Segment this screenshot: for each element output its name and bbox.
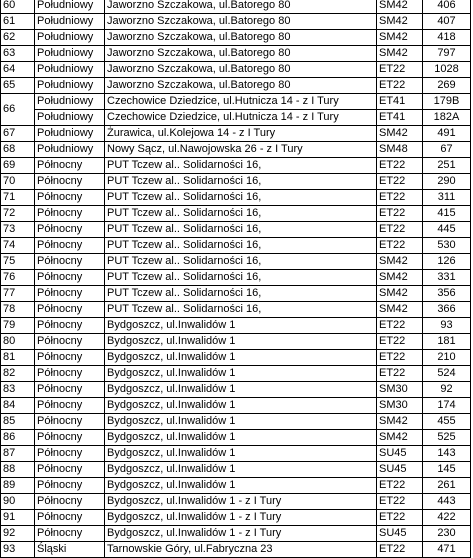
- cell-region: Północny: [35, 206, 105, 222]
- cell-location: Czechowice Dziedzice, ul.Hutnicza 14 - z I Tury: [105, 94, 377, 110]
- cell-location: PUT Tczew al.. Solidarności 16,: [105, 174, 377, 190]
- table-row: [1, 494, 471, 510]
- cell-region: Południowy: [35, 30, 105, 46]
- cell-region: Południowy: [35, 142, 105, 158]
- cell-location: PUT Tczew al.. Solidarności 16,: [105, 158, 377, 174]
- cell-loco-type: ET22: [377, 318, 423, 334]
- cell-loco-type: ET22: [377, 366, 423, 382]
- cell-region: Północny: [35, 238, 105, 254]
- cell-loco-number: 126: [423, 254, 471, 270]
- table-row: [1, 510, 471, 526]
- cell-location: Bydgoszcz, ul.Inwalidów 1: [105, 462, 377, 478]
- table-row: [1, 126, 471, 142]
- cell-location: Bydgoszcz, ul.Inwalidów 1 - z I Tury: [105, 494, 377, 510]
- cell-location: Bydgoszcz, ul.Inwalidów 1: [105, 446, 377, 462]
- cell-loco-number: 797: [423, 46, 471, 62]
- cell-number: 77: [1, 286, 35, 302]
- table-row: [1, 446, 471, 462]
- cell-loco-number: 415: [423, 206, 471, 222]
- cell-location: Bydgoszcz, ul.Inwalidów 1: [105, 430, 377, 446]
- table-row: [1, 398, 471, 414]
- cell-loco-type: SM30: [377, 398, 423, 414]
- cell-loco-type: ET22: [377, 350, 423, 366]
- cell-region: Północny: [35, 222, 105, 238]
- cell-number: 90: [1, 494, 35, 510]
- cell-location: PUT Tczew al.. Solidarności 16,: [105, 302, 377, 318]
- cell-region: Południowy: [35, 0, 105, 14]
- cell-loco-number: 422: [423, 510, 471, 526]
- cell-number: 76: [1, 270, 35, 286]
- table-row: [1, 542, 471, 558]
- table-row: [1, 350, 471, 366]
- cell-location: PUT Tczew al.. Solidarności 16,: [105, 238, 377, 254]
- cell-region: Północny: [35, 318, 105, 334]
- cell-region: Północny: [35, 414, 105, 430]
- cell-number: 70: [1, 174, 35, 190]
- cell-loco-number: 269: [423, 78, 471, 94]
- cell-number: 73: [1, 222, 35, 238]
- table-row: [1, 286, 471, 302]
- cell-location: PUT Tczew al.. Solidarności 16,: [105, 270, 377, 286]
- cell-loco-type: SM42: [377, 430, 423, 446]
- cell-number: 63: [1, 46, 35, 62]
- cell-loco-number: 530: [423, 238, 471, 254]
- cell-loco-type: SU45: [377, 446, 423, 462]
- cell-number: 89: [1, 478, 35, 494]
- table-row: [1, 46, 471, 62]
- table-row: [1, 302, 471, 318]
- cell-region: Północny: [35, 398, 105, 414]
- cell-loco-type: ET22: [377, 494, 423, 510]
- cell-location: PUT Tczew al.. Solidarności 16,: [105, 254, 377, 270]
- cell-region: Południowy: [35, 46, 105, 62]
- cell-region: Północny: [35, 190, 105, 206]
- cell-loco-type: ET22: [377, 510, 423, 526]
- cell-location: Jaworzno Szczakowa, ul.Batorego 80: [105, 0, 377, 14]
- cell-number: 68: [1, 142, 35, 158]
- cell-region: Południowy: [35, 110, 105, 126]
- table-body: [1, 0, 471, 558]
- cell-location: Bydgoszcz, ul.Inwalidów 1: [105, 414, 377, 430]
- table-row: [1, 478, 471, 494]
- cell-number: 67: [1, 126, 35, 142]
- cell-location: Czechowice Dziedzice, ul.Hutnicza 14 - z I Tury: [105, 110, 377, 126]
- cell-region: Południowy: [35, 62, 105, 78]
- cell-region: Północny: [35, 334, 105, 350]
- cell-region: Północny: [35, 158, 105, 174]
- cell-number: 69: [1, 158, 35, 174]
- table-row: [1, 430, 471, 446]
- table-row: [1, 366, 471, 382]
- cell-loco-type: SM42: [377, 270, 423, 286]
- table-row: [1, 238, 471, 254]
- cell-loco-type: SM42: [377, 254, 423, 270]
- cell-loco-type: ET22: [377, 542, 423, 558]
- cell-loco-number: 143: [423, 446, 471, 462]
- cell-location: Jaworzno Szczakowa, ul.Batorego 80: [105, 78, 377, 94]
- cell-loco-type: ET41: [377, 94, 423, 110]
- cell-region: Śląski: [35, 542, 105, 558]
- cell-number: 71: [1, 190, 35, 206]
- cell-number: 74: [1, 238, 35, 254]
- cell-loco-type: SM42: [377, 46, 423, 62]
- cell-number: 66: [1, 94, 35, 126]
- cell-region: Północny: [35, 286, 105, 302]
- table-row: [1, 30, 471, 46]
- cell-loco-type: SM42: [377, 30, 423, 46]
- cell-region: Północny: [35, 350, 105, 366]
- cell-loco-number: 251: [423, 158, 471, 174]
- table-row: [1, 270, 471, 286]
- cell-loco-type: ET22: [377, 334, 423, 350]
- cell-number: 78: [1, 302, 35, 318]
- cell-location: PUT Tczew al.. Solidarności 16,: [105, 190, 377, 206]
- cell-region: Północny: [35, 526, 105, 542]
- cell-loco-number: 406: [423, 0, 471, 14]
- cell-loco-number: 311: [423, 190, 471, 206]
- table-row: [1, 62, 471, 78]
- cell-loco-number: 455: [423, 414, 471, 430]
- cell-loco-type: SM42: [377, 0, 423, 14]
- cell-loco-type: ET22: [377, 78, 423, 94]
- cell-loco-number: 93: [423, 318, 471, 334]
- cell-loco-type: SU45: [377, 526, 423, 542]
- table-row: [1, 142, 471, 158]
- table-row: [1, 526, 471, 542]
- table-row: [1, 318, 471, 334]
- cell-loco-number: 525: [423, 430, 471, 446]
- cell-loco-type: SM42: [377, 414, 423, 430]
- cell-number: 80: [1, 334, 35, 350]
- cell-region: Północny: [35, 254, 105, 270]
- cell-loco-number: 524: [423, 366, 471, 382]
- cell-number: 91: [1, 510, 35, 526]
- table-row: [1, 222, 471, 238]
- cell-loco-type: ET22: [377, 222, 423, 238]
- cell-number: 87: [1, 446, 35, 462]
- cell-region: Południowy: [35, 94, 105, 110]
- cell-loco-type: ET22: [377, 190, 423, 206]
- cell-loco-number: 366: [423, 302, 471, 318]
- cell-loco-number: 491: [423, 126, 471, 142]
- cell-loco-number: 261: [423, 478, 471, 494]
- cell-loco-number: 407: [423, 14, 471, 30]
- cell-loco-type: ET22: [377, 174, 423, 190]
- table-row: [1, 206, 471, 222]
- cell-region: Południowy: [35, 14, 105, 30]
- cell-location: Jaworzno Szczakowa, ul.Batorego 80: [105, 46, 377, 62]
- cell-loco-number: 67: [423, 142, 471, 158]
- cell-location: Bydgoszcz, ul.Inwalidów 1: [105, 398, 377, 414]
- cell-number: 81: [1, 350, 35, 366]
- cell-location: Żurawica, ul.Kolejowa 14 - z I Tury: [105, 126, 377, 142]
- cell-loco-type: SM42: [377, 302, 423, 318]
- cell-loco-type: SM30: [377, 382, 423, 398]
- cell-number: 93: [1, 542, 35, 558]
- cell-loco-number: 290: [423, 174, 471, 190]
- cell-number: 64: [1, 62, 35, 78]
- table-row: [1, 414, 471, 430]
- cell-location: Nowy Sącz, ul.Nawojowska 26 - z I Tury: [105, 142, 377, 158]
- cell-number: 62: [1, 30, 35, 46]
- cell-loco-number: 445: [423, 222, 471, 238]
- table-row: [1, 190, 471, 206]
- cell-region: Północny: [35, 366, 105, 382]
- cell-loco-type: ET41: [377, 110, 423, 126]
- cell-number: 60: [1, 0, 35, 14]
- table-row: [1, 78, 471, 94]
- cell-region: Południowy: [35, 78, 105, 94]
- cell-number: 82: [1, 366, 35, 382]
- cell-loco-type: SU45: [377, 462, 423, 478]
- cell-region: Północny: [35, 270, 105, 286]
- cell-region: Północny: [35, 302, 105, 318]
- cell-region: Północny: [35, 174, 105, 190]
- cell-number: 83: [1, 382, 35, 398]
- cell-location: Bydgoszcz, ul.Inwalidów 1 - z I Tury: [105, 510, 377, 526]
- cell-loco-number: 331: [423, 270, 471, 286]
- cell-region: Północny: [35, 446, 105, 462]
- cell-loco-type: ET22: [377, 158, 423, 174]
- cell-location: PUT Tczew al.. Solidarności 16,: [105, 206, 377, 222]
- cell-loco-number: 356: [423, 286, 471, 302]
- cell-number: 88: [1, 462, 35, 478]
- cell-location: Bydgoszcz, ul.Inwalidów 1: [105, 366, 377, 382]
- cell-region: Północny: [35, 478, 105, 494]
- cell-location: PUT Tczew al.. Solidarności 16,: [105, 286, 377, 302]
- table-row: [1, 462, 471, 478]
- cell-loco-number: 1028: [423, 62, 471, 78]
- cell-loco-number: 443: [423, 494, 471, 510]
- cell-number: 75: [1, 254, 35, 270]
- cell-loco-number: 145: [423, 462, 471, 478]
- cell-region: Północny: [35, 510, 105, 526]
- table-row: [1, 0, 471, 14]
- cell-location: Bydgoszcz, ul.Inwalidów 1: [105, 350, 377, 366]
- cell-region: Północny: [35, 462, 105, 478]
- table-row: [1, 254, 471, 270]
- cell-location: PUT Tczew al.. Solidarności 16,: [105, 222, 377, 238]
- cell-region: Północny: [35, 430, 105, 446]
- cell-loco-type: SM42: [377, 286, 423, 302]
- cell-loco-number: 174: [423, 398, 471, 414]
- table-row: [1, 174, 471, 190]
- cell-loco-type: ET22: [377, 238, 423, 254]
- cell-number: 79: [1, 318, 35, 334]
- cell-loco-number: 230: [423, 526, 471, 542]
- table-row: [1, 14, 471, 30]
- cell-loco-number: 179B: [423, 94, 471, 110]
- cell-loco-number: 471: [423, 542, 471, 558]
- cell-number: 72: [1, 206, 35, 222]
- cell-loco-type: SM48: [377, 142, 423, 158]
- cell-location: Bydgoszcz, ul.Inwalidów 1 - z I Tury: [105, 526, 377, 542]
- cell-number: 84: [1, 398, 35, 414]
- cell-loco-type: ET22: [377, 206, 423, 222]
- cell-loco-number: 182A: [423, 110, 471, 126]
- table-row: [1, 94, 471, 110]
- table-row: [1, 110, 471, 126]
- cell-location: Tarnowskie Góry, ul.Fabryczna 23: [105, 542, 377, 558]
- cell-number: 65: [1, 78, 35, 94]
- table-row: [1, 158, 471, 174]
- cell-loco-number: 92: [423, 382, 471, 398]
- cell-loco-type: ET22: [377, 62, 423, 78]
- cell-loco-number: 181: [423, 334, 471, 350]
- table-row: [1, 334, 471, 350]
- table-row: [1, 382, 471, 398]
- cell-number: 61: [1, 14, 35, 30]
- cell-location: Bydgoszcz, ul.Inwalidów 1: [105, 334, 377, 350]
- cell-region: Północny: [35, 382, 105, 398]
- cell-location: Bydgoszcz, ul.Inwalidów 1: [105, 382, 377, 398]
- cell-loco-number: 210: [423, 350, 471, 366]
- cell-number: 85: [1, 414, 35, 430]
- cell-region: Północny: [35, 494, 105, 510]
- cell-number: 86: [1, 430, 35, 446]
- cell-location: Bydgoszcz, ul.Inwalidów 1: [105, 478, 377, 494]
- cell-loco-type: ET22: [377, 478, 423, 494]
- cell-location: Jaworzno Szczakowa, ul.Batorego 80: [105, 30, 377, 46]
- cell-loco-type: SM42: [377, 14, 423, 30]
- cell-region: Południowy: [35, 126, 105, 142]
- cell-loco-number: 418: [423, 30, 471, 46]
- cell-loco-type: SM42: [377, 126, 423, 142]
- cell-location: Jaworzno Szczakowa, ul.Batorego 80: [105, 14, 377, 30]
- cell-location: Bydgoszcz, ul.Inwalidów 1: [105, 318, 377, 334]
- cell-number: 92: [1, 526, 35, 542]
- cell-location: Jaworzno Szczakowa, ul.Batorego 80: [105, 62, 377, 78]
